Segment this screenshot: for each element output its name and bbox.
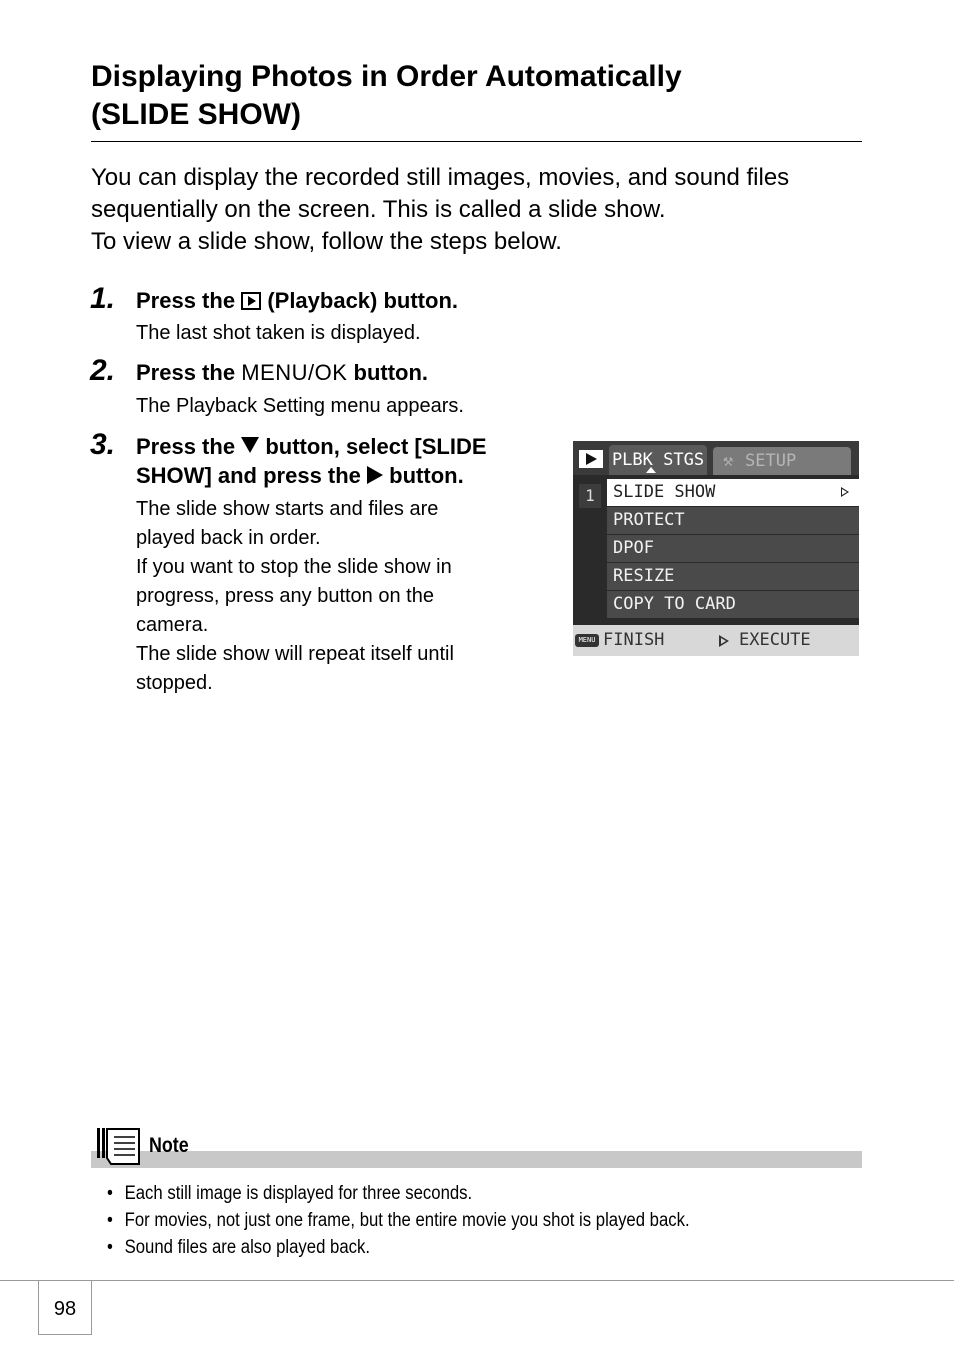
screen-tab-bar xyxy=(573,441,859,475)
screen-page-number: 1 xyxy=(579,484,601,508)
right-arrow-icon xyxy=(367,466,383,484)
note-header-bar xyxy=(91,1151,862,1168)
note-label: Note xyxy=(149,1134,189,1157)
step-3-number: 3. xyxy=(90,428,116,461)
note-icon xyxy=(95,1126,143,1166)
screen-menu-item-label: SLIDE SHOW xyxy=(613,482,716,502)
screen-menu-item-protect: PROTECT xyxy=(607,507,859,534)
step-3-heading xyxy=(136,432,487,490)
step-3-head-post: button, select [SLIDE xyxy=(265,434,487,459)
playback-icon xyxy=(241,292,261,310)
title-line-1: Displaying Photos in Order Automatically xyxy=(91,60,682,93)
footer-divider xyxy=(0,1280,954,1281)
step-3-text: played back in order. xyxy=(136,527,321,549)
wrench-icon: ⚒ xyxy=(723,451,734,471)
list-item: • Sound files are also played back. xyxy=(107,1237,370,1258)
screen-footer xyxy=(573,625,859,656)
title-divider xyxy=(91,141,862,142)
step-3-head-pre: Press the xyxy=(136,434,236,459)
step-1-head-pre: Press the xyxy=(136,288,236,313)
screen-menu-item-resize: RESIZE xyxy=(607,563,859,590)
list-item: • Each still image is displayed for three seconds. xyxy=(107,1183,473,1204)
camera-screen-image xyxy=(573,441,859,656)
screen-menu-item-slide-show xyxy=(607,479,859,506)
step-3-text: stopped. xyxy=(136,672,213,694)
step-3-text: The slide show will repeat itself until xyxy=(136,643,454,665)
intro-line: To view a slide show, follow the steps below. xyxy=(91,228,562,255)
step-1-text: The last shot taken is displayed. xyxy=(136,322,421,344)
step-1-number: 1. xyxy=(90,282,116,315)
note-item-text: Each still image is displayed for three seconds. xyxy=(124,1183,473,1204)
screen-menu-item-copy-to-card: COPY TO CARD xyxy=(607,591,859,618)
screen-tab-playback-settings: PLBK STGS xyxy=(609,445,707,475)
screen-execute-label: EXECUTE xyxy=(739,630,811,650)
screen-tab-setup xyxy=(713,447,851,475)
screen-finish-label: FINISH xyxy=(603,630,665,650)
step-2-number: 2. xyxy=(90,354,116,387)
intro-line: You can display the recorded still images, movies, and sound files xyxy=(91,164,790,191)
step-1-body xyxy=(136,319,421,348)
step-2-heading xyxy=(136,358,428,387)
step-2-text: The Playback Setting menu appears. xyxy=(136,395,464,417)
step-2-head-pre: Press the xyxy=(136,360,236,385)
page-number: 98 xyxy=(53,1298,77,1320)
screen-playback-icon xyxy=(579,450,603,468)
intro-line: sequentially on the screen. This is called a slide show. xyxy=(91,196,666,223)
screen-right-arrow-icon xyxy=(841,487,849,497)
step-3-text: The slide show starts and files are xyxy=(136,498,439,520)
page-title xyxy=(91,58,862,134)
step-3-head-line2-pre: SHOW] and press the xyxy=(136,463,361,488)
screen-tab-setup-label: SETUP xyxy=(745,451,797,471)
list-item: • For movies, not just one frame, but the entire movie you shot is played back. xyxy=(107,1210,690,1231)
note-item-text: Sound files are also played back. xyxy=(124,1237,370,1258)
step-1-heading xyxy=(136,286,458,315)
title-line-2: (SLIDE SHOW) xyxy=(91,98,301,131)
step-3-text: If you want to stop the slide show in xyxy=(136,556,452,578)
menu-button-icon: MENU xyxy=(575,634,599,647)
step-3-body xyxy=(136,495,454,698)
screen-menu-item-dpof: DPOF xyxy=(607,535,859,562)
screen-execute-arrow-icon xyxy=(719,635,729,647)
screen-up-arrow-icon xyxy=(646,467,656,473)
step-1-head-post: (Playback) button. xyxy=(267,288,458,313)
intro-paragraph xyxy=(91,162,871,258)
down-arrow-icon xyxy=(241,437,259,453)
note-list xyxy=(107,1180,769,1261)
step-3-text: camera. xyxy=(136,614,209,636)
step-2-body xyxy=(136,392,464,421)
note-item-text: For movies, not just one frame, but the entire movie you shot is played back. xyxy=(124,1210,690,1231)
step-3-text: progress, press any button on the xyxy=(136,585,434,607)
step-3-head-line2-post: button. xyxy=(389,463,464,488)
step-2-head-post: button. xyxy=(353,360,429,385)
menu-ok-key: MENU/OK xyxy=(241,360,348,385)
